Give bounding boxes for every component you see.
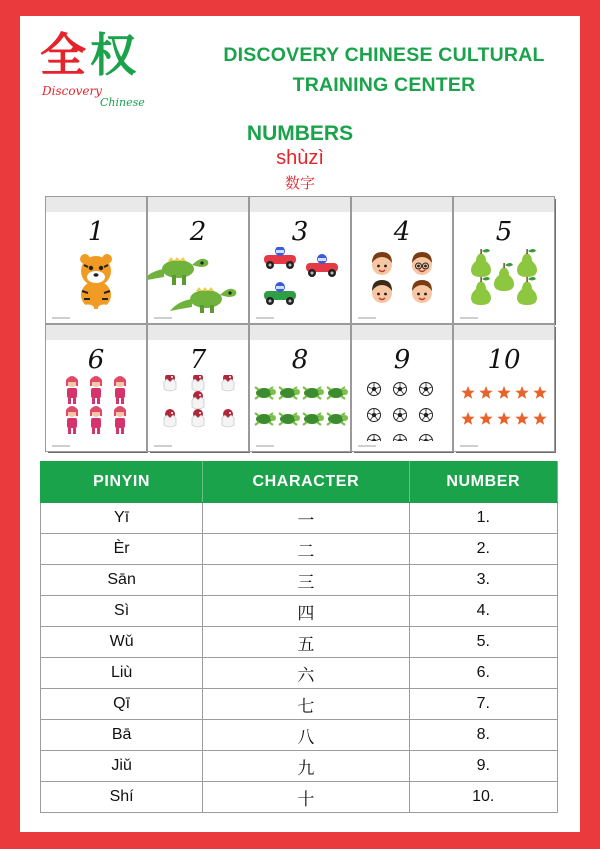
flashcard-number: 2 xyxy=(189,217,207,247)
cell-number: 3. xyxy=(409,565,557,596)
cell-pinyin: Bā xyxy=(41,720,203,751)
cell-character: 二 xyxy=(203,534,409,565)
flashcard-strip xyxy=(352,325,452,340)
flashcard-strip xyxy=(454,325,554,340)
flashcard-footer-mark xyxy=(154,317,172,319)
cell-number: 9. xyxy=(409,751,557,782)
flashcard-footer-mark xyxy=(52,317,70,319)
cell-pinyin: Liù xyxy=(41,658,203,689)
table-row xyxy=(41,565,558,596)
flashcard-number: 6 xyxy=(87,345,105,375)
org-name-line-2: TRAINING CENTER xyxy=(292,74,476,96)
flashcard-number: 10 xyxy=(487,345,521,375)
flashcard xyxy=(46,197,146,323)
flashcard-strip xyxy=(148,197,248,212)
org-name-line-1: DISCOVERY CHINESE CULTURAL xyxy=(223,44,545,66)
flashcard-strip xyxy=(250,197,350,212)
flashcard-strip xyxy=(250,325,350,340)
table-header-row xyxy=(41,462,558,503)
flashcard xyxy=(250,197,350,323)
flashcard-grid xyxy=(44,195,558,453)
cell-pinyin: Sān xyxy=(41,565,203,596)
table-row xyxy=(41,658,558,689)
cell-pinyin: Jiǔ xyxy=(41,751,203,782)
cell-number: 5. xyxy=(409,627,557,658)
cell-character: 三 xyxy=(203,565,409,596)
flashcard-strip xyxy=(454,197,554,212)
cell-character: 六 xyxy=(203,658,409,689)
flashcard-strip xyxy=(148,325,248,340)
flashcard xyxy=(454,197,554,323)
flashcard-number: 3 xyxy=(291,217,309,247)
flashcard-footer-mark xyxy=(460,445,478,447)
table-row xyxy=(41,782,558,813)
flashcard-number: 7 xyxy=(189,345,207,375)
flashcard xyxy=(46,325,146,451)
flashcard-number: 5 xyxy=(495,217,513,247)
flashcard-footer-mark xyxy=(52,445,70,447)
flashcard-strip xyxy=(352,197,452,212)
logo-word-chinese: Chinese xyxy=(100,96,145,109)
flashcard-number: 9 xyxy=(393,345,411,375)
logo-glyph-2: 权 xyxy=(90,28,136,82)
cell-pinyin: Qī xyxy=(41,689,203,720)
cell-number: 7. xyxy=(409,689,557,720)
cell-number: 4. xyxy=(409,596,557,627)
flashcard-footer-mark xyxy=(358,317,376,319)
flashcard-footer-mark xyxy=(460,317,478,319)
header-character: CHARACTER xyxy=(203,462,409,503)
flashcard-strip xyxy=(46,325,146,340)
cell-number: 2. xyxy=(409,534,557,565)
topic-chinese: 数字 xyxy=(284,174,315,192)
cell-character: 八 xyxy=(203,720,409,751)
flashcard-number: 4 xyxy=(393,217,411,247)
flashcard-footer-mark xyxy=(256,317,274,319)
flashcard-footer-mark xyxy=(358,445,376,447)
cell-number: 1. xyxy=(409,503,557,534)
header-number: NUMBER xyxy=(409,462,557,503)
logo-word-discovery: Discovery xyxy=(42,84,102,98)
flashcard-footer-mark xyxy=(154,445,172,447)
table-row xyxy=(41,596,558,627)
flashcard xyxy=(250,325,350,451)
cell-pinyin: Èr xyxy=(41,534,203,565)
flashcard xyxy=(352,197,452,323)
cell-number: 10. xyxy=(409,782,557,813)
header-pinyin: PINYIN xyxy=(41,462,203,503)
cell-character: 四 xyxy=(203,596,409,627)
cell-character: 一 xyxy=(203,503,409,534)
table-row xyxy=(41,720,558,751)
cell-pinyin: Shí xyxy=(41,782,203,813)
flashcard-number: 1 xyxy=(87,217,105,247)
flashcard xyxy=(148,197,248,323)
logo xyxy=(40,24,190,114)
table-row xyxy=(41,689,558,720)
topic-pinyin: shùzì xyxy=(276,147,324,169)
cell-pinyin: Yī xyxy=(41,503,203,534)
flashcard xyxy=(454,325,554,451)
cell-number: 6. xyxy=(409,658,557,689)
cell-pinyin: Sì xyxy=(41,596,203,627)
numbers-table xyxy=(40,461,558,813)
flashcard xyxy=(352,325,452,451)
table-row xyxy=(41,534,558,565)
flashcard xyxy=(148,325,248,451)
flashcard-strip xyxy=(46,197,146,212)
cell-pinyin: Wǔ xyxy=(41,627,203,658)
cell-character: 七 xyxy=(203,689,409,720)
cell-number: 8. xyxy=(409,720,557,751)
flashcard-footer-mark xyxy=(256,445,274,447)
cell-character: 五 xyxy=(203,627,409,658)
table-row xyxy=(41,751,558,782)
flashcard-number: 8 xyxy=(291,345,309,375)
logo-glyph-1: 全 xyxy=(40,28,86,82)
table-row xyxy=(41,627,558,658)
cell-character: 九 xyxy=(203,751,409,782)
table-row xyxy=(41,503,558,534)
cell-character: 十 xyxy=(203,782,409,813)
topic-title: NUMBERS xyxy=(246,122,354,145)
